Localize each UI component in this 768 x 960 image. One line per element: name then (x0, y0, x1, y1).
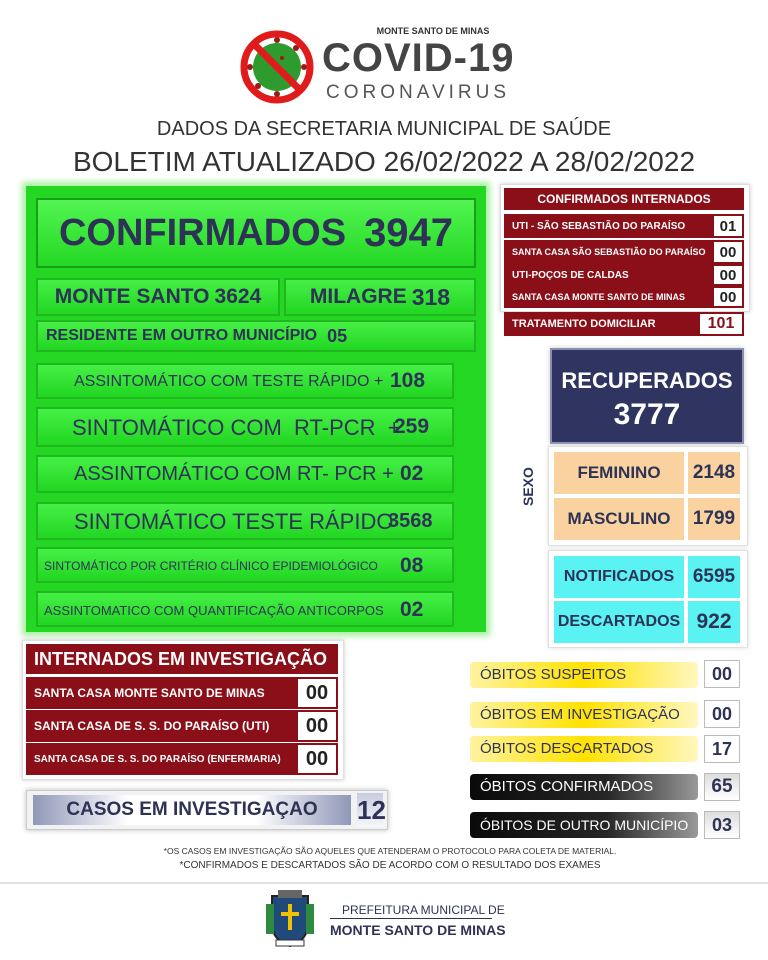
row-value: 108 (390, 369, 426, 392)
sexo-label: SEXO (520, 467, 536, 506)
casos-investigacao-value: 12 (357, 795, 386, 825)
row-label: UTI-POÇOS DE CALDAS (506, 266, 716, 284)
recuperados-value: 3777 (613, 398, 681, 431)
notificados-value: 6595 (688, 556, 740, 598)
monte-santo-value: 3624 (214, 285, 262, 308)
internado-row (504, 286, 744, 308)
row-value: 02 (400, 598, 424, 621)
row-value: 3568 (388, 510, 433, 532)
confirmados-label: CONFIRMADOS (58, 211, 347, 254)
row-value: 00 (714, 288, 742, 306)
city-top-label: MONTE SANTO DE MINAS (376, 26, 490, 36)
confirmados-row (36, 455, 454, 493)
investigacao-row (26, 677, 338, 709)
investigacao-row (26, 743, 338, 775)
row-label: SANTA CASA SÃO SEBASTIÃO DO PARAÍSO (506, 242, 716, 262)
virus-prohibited-icon (238, 28, 316, 106)
header-line2: BOLETIM ATUALIZADO 26/02/2022 A 28/02/2022 (72, 146, 696, 177)
row-value: 00 (714, 266, 742, 284)
row-value: 08 (400, 554, 424, 577)
row-label: SINTOMÁTICO COM RT-PCR + (72, 415, 401, 440)
row-value: 02 (400, 462, 424, 485)
notificados-label: NOTIFICADOS (554, 556, 684, 598)
feminino-label: FEMININO (554, 452, 684, 494)
internado-row (504, 264, 744, 286)
obitos-confirmados-value: 65 (704, 773, 740, 801)
header-logo (238, 28, 528, 108)
descartados-label: DESCARTADOS (554, 601, 684, 643)
outro-municipio-box (36, 320, 476, 352)
row-label: ASSINTOMÁTICO COM RT- PCR + (74, 463, 394, 485)
domiciliar-value: 101 (700, 314, 742, 334)
casos-investigacao-label: CASOS EM INVESTIGAÇAO (33, 795, 351, 825)
row-value: 01 (714, 216, 742, 236)
recuperados-label: RECUPERADOS (561, 368, 733, 393)
milagre-label: MILAGRE (309, 285, 407, 308)
row-label: SANTA CASA MONTE SANTO DE MINAS (506, 288, 716, 306)
tratamento-domiciliar-row (504, 312, 744, 336)
monte-santo-box (36, 278, 280, 316)
obitos-investigacao-value: 00 (704, 700, 740, 728)
note-1: *OS CASOS EM INVESTIGAÇÃO SÃO AQUELES QUE ATENDERAM O PROTOCOLO PARA COLETA DE MATERIAL. (163, 846, 617, 856)
casos-investigacao-box (26, 790, 388, 830)
row-value: 00 (298, 745, 336, 773)
outro-municipio-value: 05 (327, 325, 348, 346)
note-2: *CONFIRMADOS E DESCARTADOS SÃO DE ACORDO COM O RESULTADO DOS EXAMES (179, 860, 601, 871)
feminino-value: 2148 (688, 452, 740, 494)
milagre-value: 318 (411, 283, 451, 310)
obitos-outro-municipio-value: 03 (704, 811, 740, 839)
row-label: SANTA CASA DE S. S. DO PARAÍSO (UTI) (28, 712, 300, 740)
row-value: 00 (714, 242, 742, 262)
header-line1: DADOS DA SECRETARIA MUNICIPAL DE SAÚDE (156, 118, 612, 140)
confirmados-row (36, 591, 454, 627)
footer-line2: MONTE SANTO DE MINAS (330, 922, 506, 938)
coronavirus-subtitle: CORONAVIRUS (326, 82, 511, 103)
obitos-investigacao-label: ÓBITOS EM INVESTIGAÇÃO (470, 702, 698, 728)
row-label: SANTA CASA MONTE SANTO DE MINAS (28, 679, 300, 707)
obitos-suspeitos-value: 00 (704, 660, 740, 688)
internados-confirmados-title: CONFIRMADOS INTERNADOS (504, 188, 744, 210)
obitos-suspeitos-label: ÓBITOS SUSPEITOS (470, 662, 698, 688)
covid-title: COVID-19 (322, 36, 515, 80)
confirmados-row (36, 407, 454, 447)
row-label: SINTOMÁTICO POR CRITÉRIO CLÍNICO EPIDEMIOLÓGICO (44, 559, 378, 573)
row-label: UTI - SÃO SEBASTIÃO DO PARAÍSO (506, 216, 716, 236)
masculino-label: MASCULINO (554, 498, 684, 540)
internado-row (504, 214, 744, 238)
row-value: 259 (394, 415, 430, 438)
footer-rule (330, 918, 492, 919)
footer-divider (0, 882, 768, 884)
outro-municipio-label: RESIDENTE EM OUTRO MUNICÍPIO (46, 327, 318, 344)
obitos-outro-municipio-label: ÓBITOS DE OUTRO MUNICÍPIO (470, 812, 698, 838)
row-value: 00 (298, 712, 336, 740)
descartados-value: 922 (688, 601, 740, 643)
internado-row (504, 240, 744, 264)
recuperados-box (550, 348, 744, 444)
row-label: ASSINTOMATICO COM QUANTIFICAÇÃO ANTICORPOS (44, 603, 384, 618)
footer-line1: PREFEITURA MUNICIPAL DE (342, 903, 505, 917)
confirmados-row (36, 502, 454, 540)
coat-of-arms-icon (262, 890, 318, 948)
obitos-descartados-value: 17 (704, 735, 740, 763)
milagre-box (284, 278, 476, 316)
row-label: SANTA CASA DE S. S. DO PARAÍSO (ENFERMARIA) (28, 745, 300, 773)
confirmados-total-box (36, 198, 476, 268)
obitos-descartados-label: ÓBITOS DESCARTADOS (470, 736, 698, 762)
obitos-confirmados-label: ÓBITOS CONFIRMADOS (470, 774, 698, 800)
internados-investigacao-title: INTERNADOS EM INVESTIGAÇÃO (26, 644, 338, 674)
monte-santo-label: MONTE SANTO (54, 285, 210, 308)
row-label: ASSINTOMÁTICO COM TESTE RÁPIDO + (74, 373, 384, 390)
confirmados-total: 3947 (364, 210, 454, 255)
confirmados-row (36, 547, 454, 583)
investigacao-row (26, 710, 338, 742)
domiciliar-label: TRATAMENTO DOMICILIAR (506, 314, 702, 334)
row-value: 00 (298, 679, 336, 707)
masculino-value: 1799 (688, 498, 740, 540)
confirmados-row (36, 363, 454, 399)
row-label: SINTOMÁTICO TESTE RÁPIDO (74, 509, 394, 534)
